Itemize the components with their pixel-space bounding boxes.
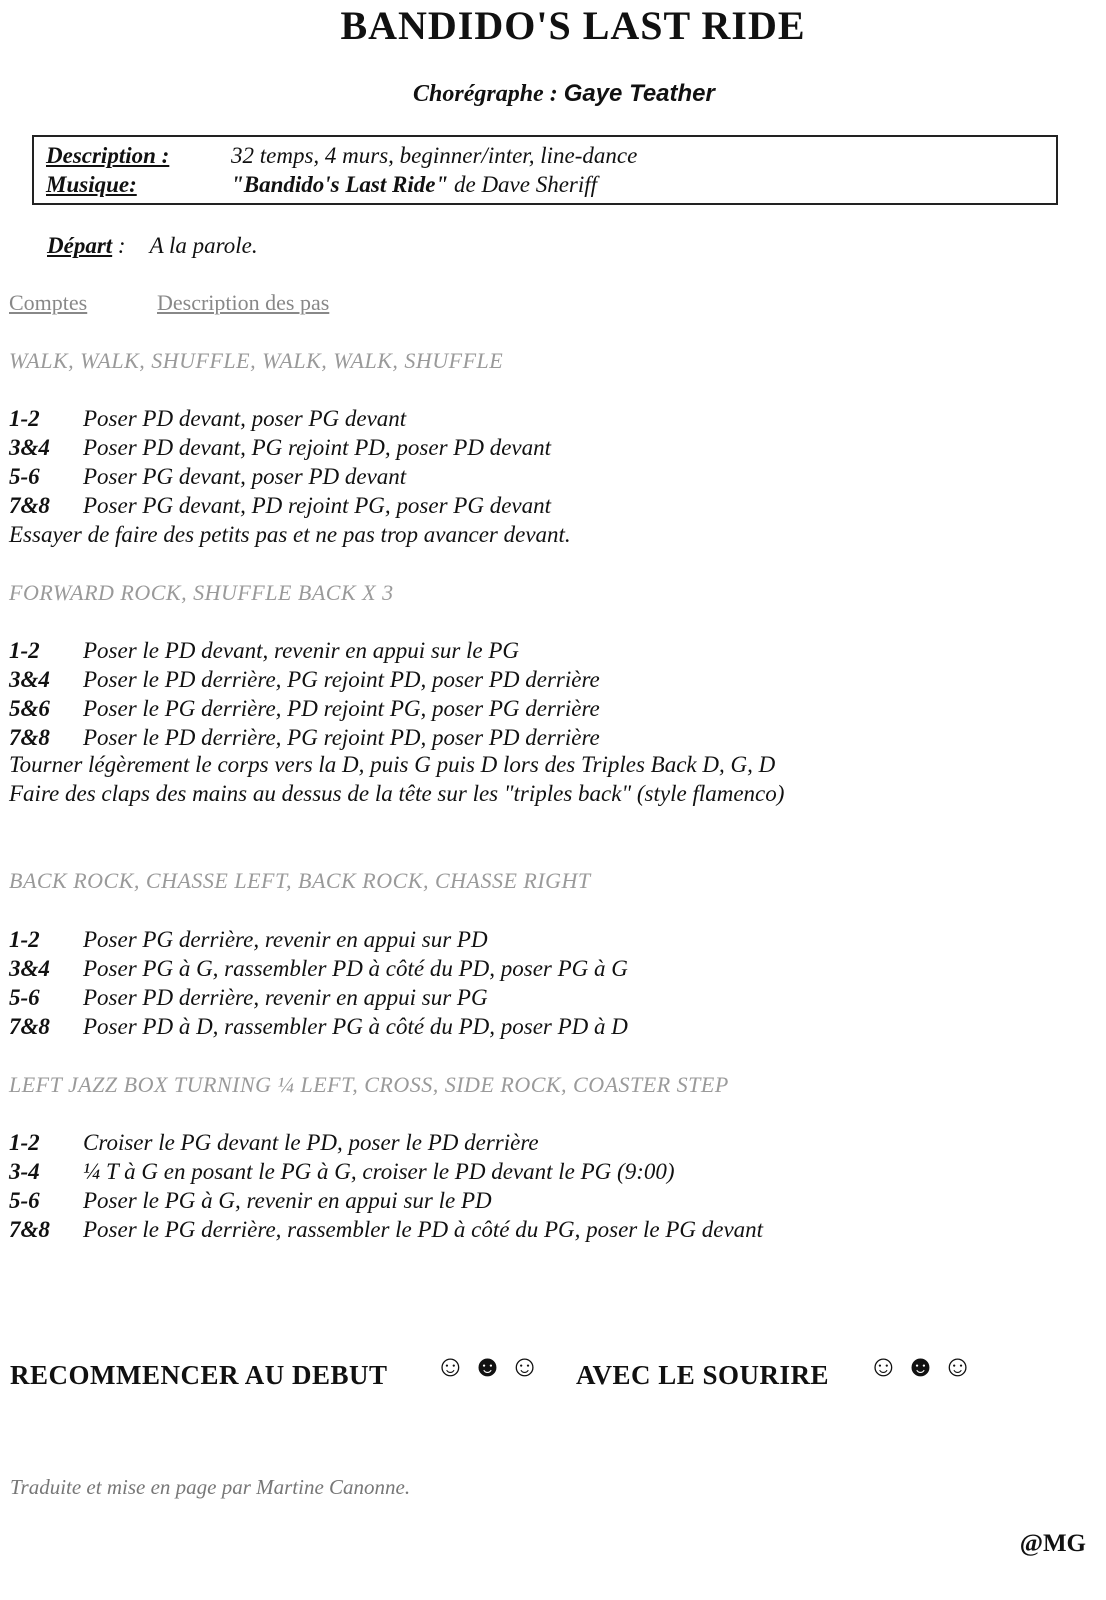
step-text: Poser PD à D, rassembler PG à côté du PD, poser PD à D <box>83 1014 628 1039</box>
step-count: 3&4 <box>9 956 50 981</box>
step-count: 3&4 <box>9 667 50 692</box>
step-row <box>9 956 628 982</box>
step-row <box>9 435 551 461</box>
step-count: 5-6 <box>9 1188 40 1213</box>
section-title: FORWARD ROCK, SHUFFLE BACK X 3 <box>9 580 394 605</box>
music-row <box>46 172 597 198</box>
music-artist: de Dave Sheriff <box>448 172 598 197</box>
step-row <box>9 406 406 432</box>
step-row <box>9 725 600 751</box>
step-count: 5-6 <box>9 985 40 1010</box>
step-text: Poser PD derrière, revenir en appui sur PG <box>83 985 488 1010</box>
step-row <box>9 667 600 693</box>
step-count: 3&4 <box>9 435 50 460</box>
step-count: 1-2 <box>9 406 40 431</box>
music-label: Musique: <box>46 172 137 197</box>
step-text: ¼ T à G en posant le PG à G, croiser le PD devant le PG (9:00) <box>83 1159 675 1184</box>
step-count: 1-2 <box>9 638 40 663</box>
step-row <box>9 1188 492 1214</box>
description-label: Description : <box>46 143 170 168</box>
info-box <box>32 135 1058 205</box>
column-header-description: Description des pas <box>157 290 330 315</box>
step-count: 3-4 <box>9 1159 40 1184</box>
smile-text: AVEC LE SOURIRE <box>576 1360 830 1390</box>
step-text: Poser le PG à G, revenir en appui sur le PD <box>83 1188 492 1213</box>
step-text: Poser PD devant, PG rejoint PD, poser PD devant <box>83 435 551 460</box>
author-mark: @MG <box>1019 1530 1086 1557</box>
depart-separator: : <box>112 233 126 258</box>
step-text: Poser PG derrière, revenir en appui sur PD <box>83 927 488 952</box>
step-count: 7&8 <box>9 1014 50 1039</box>
step-row <box>9 493 551 519</box>
step-text: Poser PG devant, poser PD devant <box>83 464 407 489</box>
step-row <box>9 985 488 1011</box>
step-row <box>9 464 406 490</box>
step-text: Poser le PG derrière, PD rejoint PG, poser PG derrière <box>83 696 600 721</box>
step-text: Poser PG à G, rassembler PD à côté du PD, poser PG à G <box>83 956 628 981</box>
step-note: Tourner légèrement le corps vers la D, puis G puis D lors des Triples Back D, G, D <box>9 752 776 777</box>
smiley-icon: ☺☻☺ <box>435 1350 546 1383</box>
step-row <box>9 927 488 953</box>
step-text: Poser le PG derrière, rassembler le PD à côté du PG, poser le PG devant <box>83 1217 764 1242</box>
section-title: LEFT JAZZ BOX TURNING ¼ LEFT, CROSS, SIDE ROCK, COASTER STEP <box>9 1072 729 1097</box>
choreographer-name: Gaye Teather <box>563 80 715 107</box>
choreographer-line <box>413 80 715 108</box>
step-text: Poser le PD derrière, PG rejoint PD, poser PD derrière <box>83 667 600 692</box>
step-text: Poser PG devant, PD rejoint PG, poser PG devant <box>83 493 551 518</box>
step-row <box>9 1130 539 1156</box>
smiley-icon: ☺☻☺ <box>868 1350 979 1383</box>
depart-value: A la parole. <box>149 233 258 258</box>
description-value: 32 temps, 4 murs, beginner/inter, line-dance <box>231 143 638 168</box>
step-count: 1-2 <box>9 927 40 952</box>
step-count: 7&8 <box>9 493 50 518</box>
step-row <box>9 1217 763 1243</box>
section-title: WALK, WALK, SHUFFLE, WALK, WALK, SHUFFLE <box>9 348 504 373</box>
step-count: 5-6 <box>9 464 40 489</box>
music-title: "Bandido's Last Ride" <box>231 172 449 197</box>
description-row <box>46 143 637 169</box>
step-count: 7&8 <box>9 725 50 750</box>
step-count: 5&6 <box>9 696 50 721</box>
step-row <box>9 1159 675 1185</box>
column-header-counts: Comptes <box>9 290 88 315</box>
section-title: BACK ROCK, CHASSE LEFT, BACK ROCK, CHASSE RIGHT <box>9 868 591 893</box>
step-row <box>9 1014 628 1040</box>
step-note: Faire des claps des mains au dessus de la tête sur les "triples back" (style flamenco) <box>9 781 785 806</box>
page-title: BANDIDO'S LAST RIDE <box>340 3 806 48</box>
step-row <box>9 638 519 664</box>
step-text: Croiser le PG devant le PD, poser le PD derrière <box>83 1130 539 1155</box>
step-count: 1-2 <box>9 1130 40 1155</box>
step-count: 7&8 <box>9 1217 50 1242</box>
step-row <box>9 696 600 722</box>
translator-credit: Traduite et mise en page par Martine Canonne. <box>10 1475 411 1499</box>
depart-label: Départ <box>47 233 113 258</box>
step-text: Poser le PD derrière, PG rejoint PD, poser PD derrière <box>83 725 600 750</box>
step-note: Essayer de faire des petits pas et ne pas trop avancer devant. <box>9 522 571 547</box>
step-text: Poser le PD devant, revenir en appui sur le PG <box>83 638 520 663</box>
depart-line <box>47 233 258 259</box>
choreographer-label: Chorégraphe : <box>413 81 558 107</box>
restart-text: RECOMMENCER AU DEBUT <box>10 1360 388 1390</box>
step-text: Poser PD devant, poser PG devant <box>83 406 407 431</box>
